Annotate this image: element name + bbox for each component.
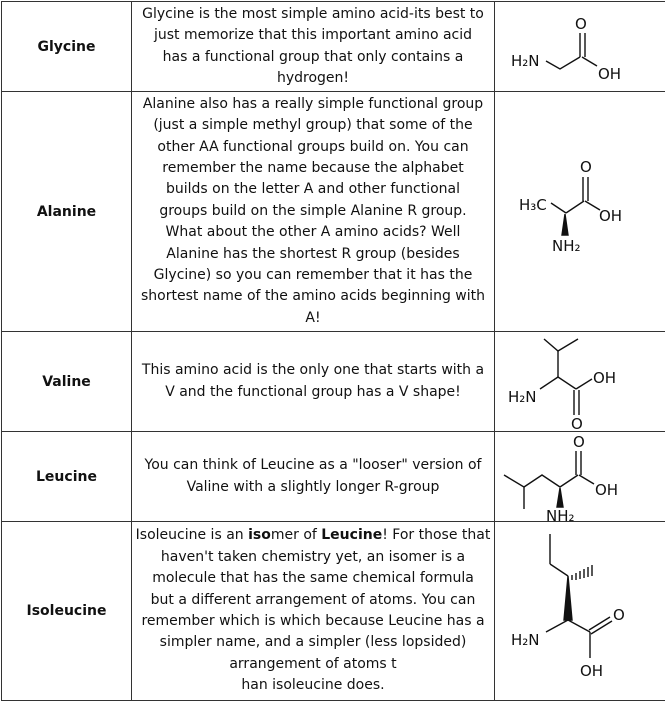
description-line: but a different arrangement of atoms. You can bbox=[150, 591, 476, 608]
description-line: haven't taken chemistry yet, an isomer is a bbox=[160, 548, 466, 565]
text-segment: Isoleucine is an bbox=[135, 527, 249, 544]
amino-acid-description bbox=[132, 332, 495, 432]
description-line: This amino acid is the only one that starts with a bbox=[141, 362, 485, 379]
valine-structure bbox=[495, 332, 665, 432]
description-line bbox=[134, 525, 492, 546]
amine-label: H₂N bbox=[510, 630, 540, 649]
description-line: Valine with a slightly longer R-group bbox=[186, 478, 440, 495]
carbonyl-oxygen-label: O bbox=[572, 432, 585, 451]
description-line: han isoleucine does. bbox=[241, 677, 385, 694]
amine-label: H₂N bbox=[510, 51, 540, 70]
table-row bbox=[2, 332, 665, 432]
carbonyl-oxygen-label: O bbox=[612, 605, 625, 624]
amino-acid-description bbox=[132, 522, 495, 701]
leucine-structure bbox=[495, 432, 665, 522]
description-line: Alanine has the shortest R group (besides bbox=[166, 245, 460, 262]
description-line: hydrogen! bbox=[276, 69, 350, 86]
description-line: molecule that has the same chemical formula bbox=[152, 570, 474, 587]
alanine-structure bbox=[495, 92, 665, 332]
table-row bbox=[2, 522, 665, 701]
amino-acid-name: Valine bbox=[2, 332, 132, 432]
description-line: shortest name of the amino acids beginning with bbox=[141, 288, 485, 305]
valine-structure-drawing bbox=[496, 333, 665, 431]
amino-acid-description bbox=[132, 92, 495, 332]
table-row bbox=[2, 432, 665, 522]
methyl-label: H₃C bbox=[518, 195, 547, 214]
amino-acid-name: Isoleucine bbox=[2, 522, 132, 701]
description-line: A! bbox=[305, 309, 321, 326]
description-line: builds on the letter A and other functional bbox=[165, 181, 460, 198]
description-line: What about the other A amino acids? Well bbox=[165, 224, 461, 241]
glycine-structure bbox=[495, 2, 665, 92]
description-line: (just a simple methyl group) that some of the bbox=[153, 117, 473, 134]
amine-label: NH₂ bbox=[545, 506, 575, 521]
amino-acid-name: Alanine bbox=[2, 92, 132, 332]
hydroxyl-label: OH bbox=[598, 206, 622, 225]
description-line: Glycine) so you can remember that it has the bbox=[153, 267, 473, 284]
description-line: groups build on the simple Alanine R group. bbox=[159, 202, 467, 219]
text-segment: mer of bbox=[270, 527, 322, 544]
carbonyl-oxygen-label: O bbox=[570, 414, 583, 431]
hydroxyl-label: OH bbox=[594, 480, 618, 499]
description-line: simpler name, and a simpler (less lopsided) bbox=[159, 634, 467, 651]
carbonyl-oxygen-label: O bbox=[574, 14, 587, 33]
hydroxyl-label: OH bbox=[597, 64, 621, 83]
bold-text: Leucine bbox=[321, 527, 383, 544]
isoleucine-structure-drawing bbox=[496, 524, 665, 699]
hydroxyl-label: OH bbox=[579, 661, 603, 680]
hydroxyl-label: OH bbox=[592, 368, 616, 387]
table-row bbox=[2, 92, 665, 332]
description-line: remember which is which because Leucine has a bbox=[141, 613, 485, 629]
description-line: You can think of Leucine as a "looser" version of bbox=[144, 457, 482, 474]
description-line: Alanine also has a really simple functional group bbox=[142, 95, 484, 112]
amino-acid-name: Leucine bbox=[2, 432, 132, 522]
description-line: other AA functional groups build on. You can bbox=[157, 138, 469, 155]
amino-acid-description bbox=[132, 432, 495, 522]
text-segment: ! For those that bbox=[382, 527, 491, 544]
table-row bbox=[2, 2, 665, 92]
amine-label: H₂N bbox=[507, 387, 537, 406]
glycine-structure-drawing bbox=[496, 3, 665, 91]
description-line: has a functional group that only contains a bbox=[162, 48, 464, 65]
description-line: remember the name because the alphabet bbox=[162, 159, 464, 176]
isoleucine-structure bbox=[495, 522, 665, 701]
leucine-structure-drawing bbox=[496, 433, 665, 521]
alanine-structure-drawing bbox=[496, 157, 665, 267]
description-line: arrangement of atoms t bbox=[229, 655, 397, 672]
description-line: Glycine is the most simple amino acid-its best to bbox=[142, 5, 484, 22]
carbonyl-oxygen-label: O bbox=[579, 157, 592, 176]
amino-acid-table bbox=[1, 1, 665, 701]
amino-acid-description bbox=[132, 2, 495, 92]
bold-text: iso bbox=[248, 527, 271, 544]
amine-label: NH₂ bbox=[551, 236, 581, 255]
hashed-wedge bbox=[572, 565, 592, 580]
description-line: V and the functional group has a V shape! bbox=[165, 383, 461, 400]
amino-acid-name: Glycine bbox=[2, 2, 132, 92]
description-line: just memorize that this important amino acid bbox=[153, 27, 473, 44]
